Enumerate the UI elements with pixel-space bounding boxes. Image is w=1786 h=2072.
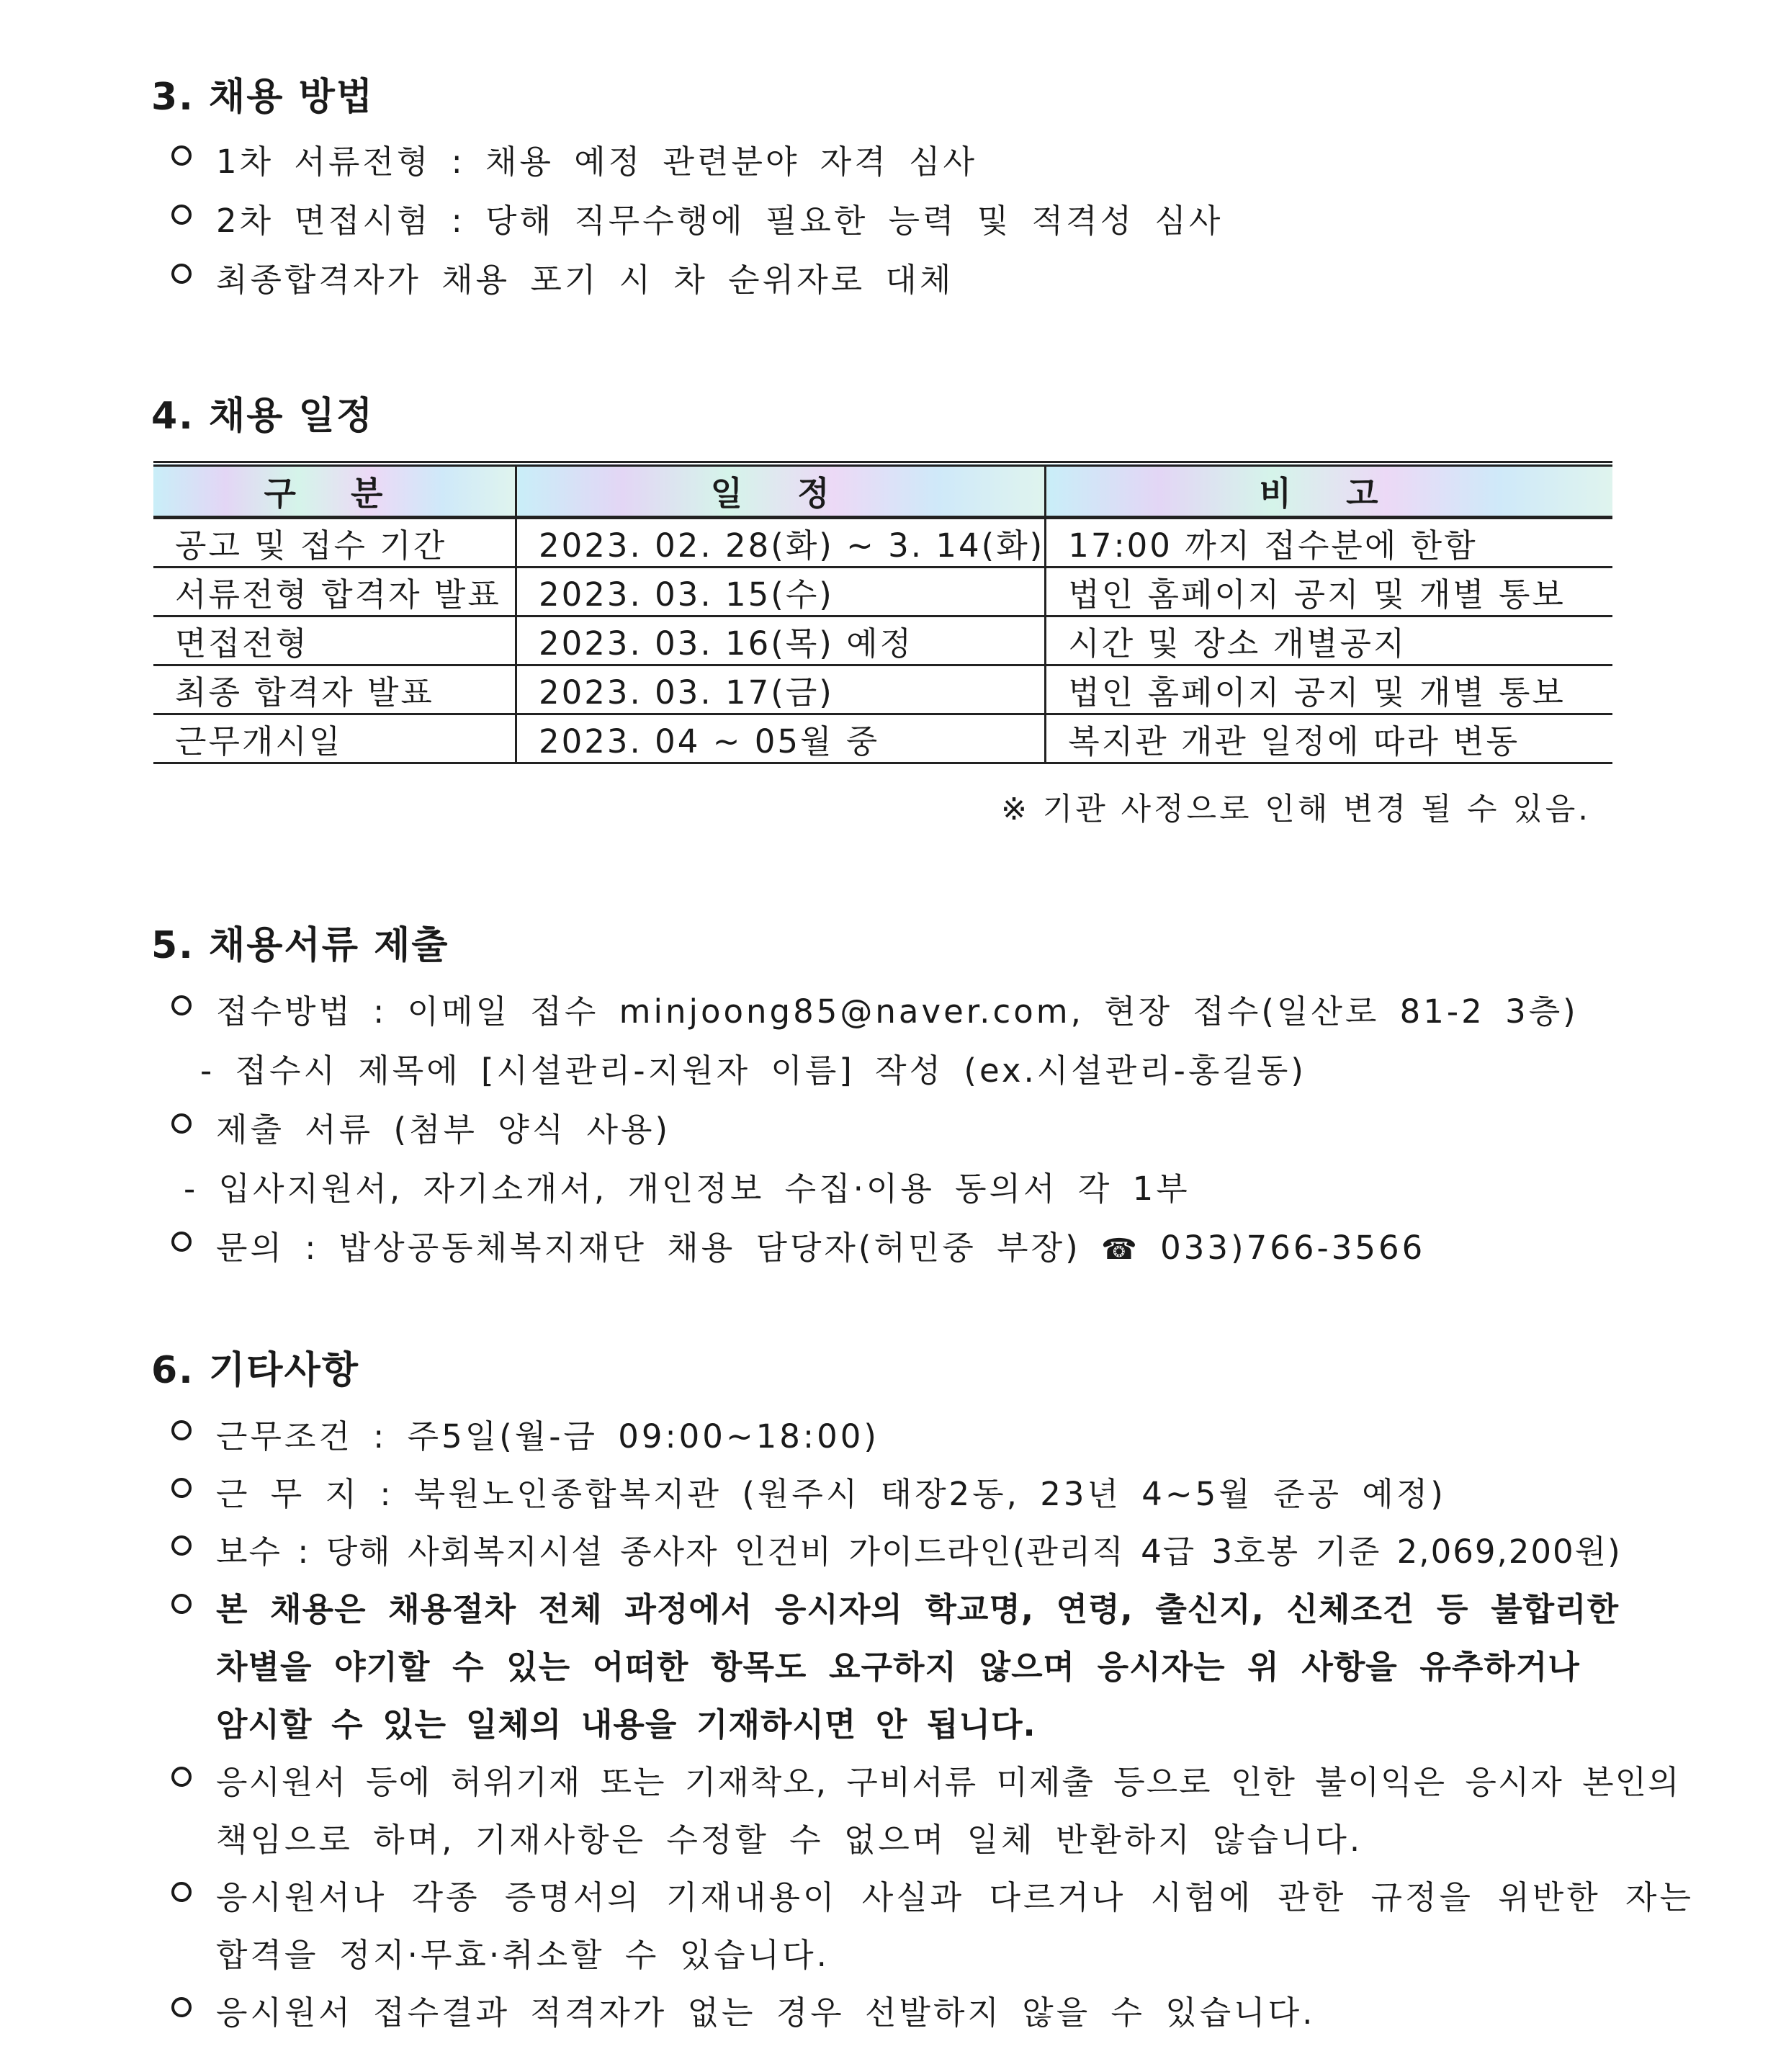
circle-bullet-icon	[171, 205, 192, 225]
cancel-line-1: 응시원서나 각종 증명서의 기재내용이 사실과 다르거나 시험에 관한 규정을 위반한 자는	[216, 1878, 1694, 1916]
fair-hiring-line-3: 암시할 수 있는 일체의 내용을 기재하시면 안 됩니다.	[216, 1705, 1036, 1744]
table-row	[153, 518, 1612, 568]
contact-text: 문의 : 밥상공동체복지재단 채용 담당자(허민중 부장)	[216, 1229, 1081, 1267]
circle-bullet-icon	[171, 1420, 192, 1440]
table-row	[153, 568, 1612, 616]
table-cell: 17:00 까지 접수분에 한함	[1046, 518, 1612, 568]
circle-bullet-icon	[171, 264, 192, 284]
table-cell: 2023. 02. 28(화) ~ 3. 14(화)	[516, 518, 1046, 568]
table-cell: 서류전형 합격자 발표	[153, 568, 516, 616]
false-entry-line-2: 책임으로 하며, 기재사항은 수정할 수 없으며 일체 반환하지 않습니다.	[216, 1821, 1363, 1859]
table-row	[153, 714, 1612, 763]
fair-hiring-line-1: 본 채용은 채용절차 전체 과정에서 응시자의 학교명, 연령, 출신지, 신체조건 등 불합리한	[216, 1590, 1620, 1628]
circle-bullet-icon	[171, 145, 192, 166]
section-heading-recruitment-method: 3. 채용 방법	[151, 76, 374, 119]
table-cell: 2023. 03. 17(금)	[516, 665, 1046, 714]
salary: 보수 : 당해 사회복지시설 종사자 인건비 가이드라인(관리직 4급 3호봉 기준 2,069,200원)	[216, 1533, 1622, 1571]
workplace: 근 무 지 : 북원노인종합복지관 (원주시 태장2동, 23년 4~5월 준공 예정)	[216, 1475, 1446, 1513]
circle-bullet-icon	[171, 1535, 192, 1556]
section-heading-documents: 5. 채용서류 제출	[151, 924, 449, 967]
contact-phone: 033)766-3566	[1160, 1229, 1426, 1267]
cancel-line-2: 합격을 정지·무효·취소할 수 있습니다.	[216, 1936, 830, 1974]
table-header-category: 구 분	[153, 464, 516, 518]
contact-line	[216, 1221, 1425, 1268]
table-cell: 근무개시일	[153, 714, 516, 763]
table-cell: 법인 홈페이지 공지 및 개별 통보	[1046, 568, 1612, 616]
table-cell: 2023. 04 ~ 05월 중	[516, 714, 1046, 763]
table-row	[153, 665, 1612, 714]
phone-icon: ☎	[1100, 1233, 1140, 1266]
section-heading-other: 6. 기타사항	[151, 1349, 359, 1392]
table-header-schedule: 일 정	[516, 464, 1046, 518]
circle-bullet-icon	[171, 1882, 192, 1902]
table-cell: 공고 및 접수 기간	[153, 518, 516, 568]
schedule-table	[153, 461, 1612, 764]
circle-bullet-icon	[171, 1767, 192, 1787]
circle-bullet-icon	[171, 1478, 192, 1498]
required-documents-list: - 입사지원서, 자기소개서, 개인정보 수집·이용 동의서 각 1부	[184, 1170, 1190, 1208]
false-entry-line-1: 응시원서 등에 허위기재 또는 기재착오, 구비서류 미제출 등으로 인한 불이익은 응시자 본인의	[216, 1763, 1681, 1801]
table-cell: 복지관 개관 일정에 따라 변동	[1046, 714, 1612, 763]
circle-bullet-icon	[171, 1594, 192, 1614]
table-header-remarks: 비 고	[1046, 464, 1612, 518]
table-cell: 2023. 03. 15(수)	[516, 568, 1046, 616]
method-item-1: 1차 서류전형 : 채용 예정 관련분야 자격 심사	[216, 143, 977, 181]
circle-bullet-icon	[171, 1997, 192, 2017]
submission-method-note: - 접수시 제목에 [시설관리-지원자 이름] 작성 (ex.시설관리-홍길동)	[200, 1051, 1306, 1090]
work-conditions: 근무조건 : 주5일(월-금 09:00~18:00)	[216, 1417, 879, 1456]
table-cell: 법인 홈페이지 공지 및 개별 통보	[1046, 665, 1612, 714]
table-header-row	[153, 464, 1612, 518]
section-heading-schedule: 4. 채용 일정	[151, 395, 374, 438]
table-row	[153, 616, 1612, 665]
required-documents: 제출 서류 (첨부 양식 사용)	[216, 1111, 671, 1149]
method-item-3: 최종합격자가 채용 포기 시 차 순위자로 대체	[216, 261, 954, 299]
circle-bullet-icon	[171, 1113, 192, 1134]
fair-hiring-line-2: 차별을 야기할 수 있는 어떠한 항목도 요구하지 않으며 응시자는 위 사항을 유추하거나	[216, 1648, 1580, 1686]
no-qualified-line: 응시원서 접수결과 적격자가 없는 경우 선발하지 않을 수 있습니다.	[216, 1993, 1316, 2032]
schedule-note: ※ 기관 사정으로 인해 변경 될 수 있음.	[1001, 791, 1591, 828]
circle-bullet-icon	[171, 1232, 192, 1252]
submission-method: 접수방법 : 이메일 접수 minjoong85@naver.com, 현장 접수(일산로 81-2 3층)	[216, 992, 1579, 1031]
table-cell: 면접전형	[153, 616, 516, 665]
table-cell: 최종 합격자 발표	[153, 665, 516, 714]
method-item-2: 2차 면접시험 : 당해 직무수행에 필요한 능력 및 적격성 심사	[216, 202, 1224, 240]
circle-bullet-icon	[171, 995, 192, 1015]
table-cell: 시간 및 장소 개별공지	[1046, 616, 1612, 665]
table-cell: 2023. 03. 16(목) 예정	[516, 616, 1046, 665]
